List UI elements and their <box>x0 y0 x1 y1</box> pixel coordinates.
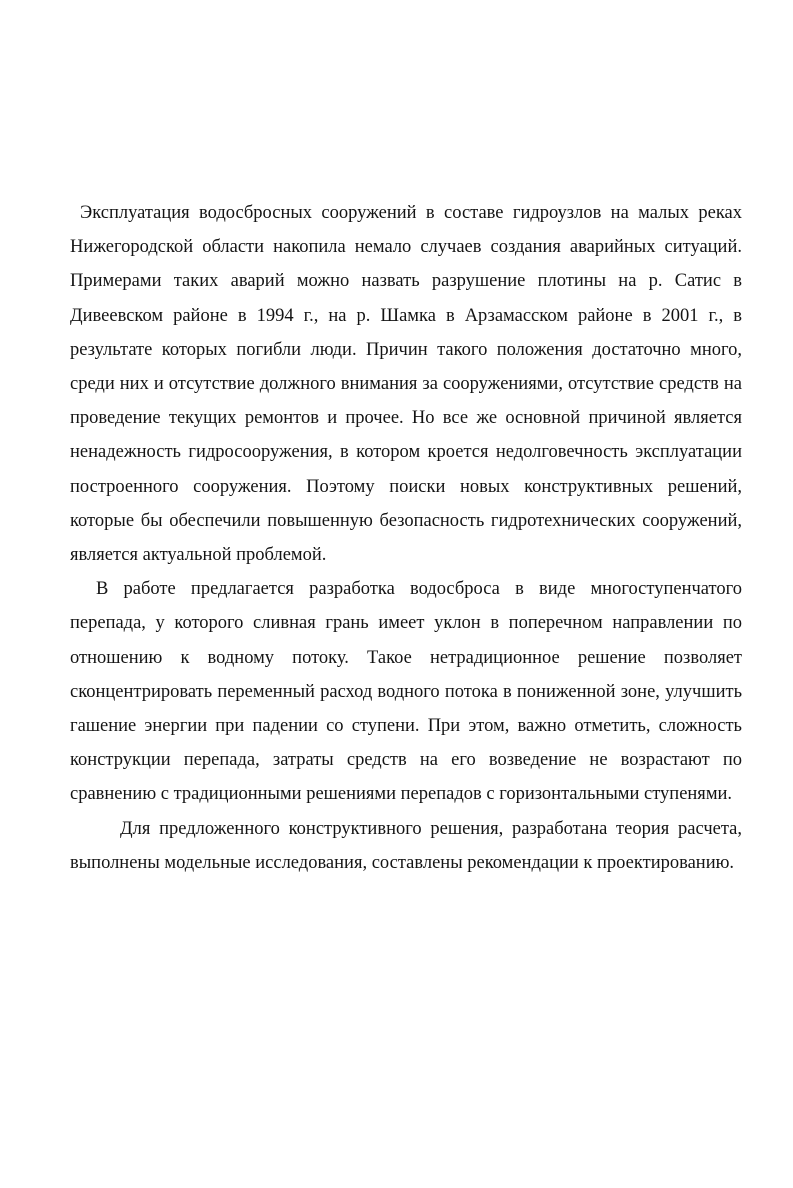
paragraph-intro: Эксплуатация водосбросных сооружений в составе гидроузлов на малых реках Нижегородской области накопила немало случаев создания аварийных ситуаций. Примерами таких аварий можно назвать разрушение плотины на р. Сатис в Дивеевском районе в 1994 г., на р. Шамка в Арзамасском районе в 2001 г., в результате которых погибли люди. Причин такого положения достаточно много, среди них и отсутствие должного внимания за сооружениями, отсутствие средств на проведение текущих ремонтов и прочее. Но все же основной причиной является ненадежность гидросооружения, в котором кроется недолговечность эксплуатации построенного сооружения. Поэтому поиски новых конструктивных решений, которые бы обеспечили повышенную безопасность гидротехнических сооружений, является актуальной проблемой. <box>70 203 742 566</box>
document-body <box>70 196 742 880</box>
paragraph-conclusion: Для предложенного конструктивного решения, разработана теория расчета, выполнены модельные исследования, составлены рекомендации к проектированию. <box>70 818 742 873</box>
paragraph-proposal: В работе предлагается разработка водосброса в виде многоступенчатого перепада, у которого сливная грань имеет уклон в поперечном направлении по отношению к водному потоку. Такое нетрадиционное решение позволяет сконцентрировать переменный расход водного потока в пониженной зоне, улучшить гашение энергии при падении со ступени. При этом, важно отметить, сложность конструкции перепада, затраты средств на его возведение не возрастают по сравнению с традиционными решениями перепадов с горизонтальными ступенями. <box>70 579 742 805</box>
